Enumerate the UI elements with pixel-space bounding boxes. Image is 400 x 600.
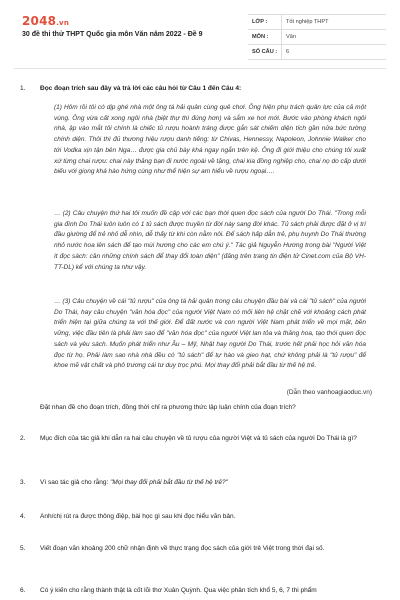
meta-value: 6	[286, 49, 290, 55]
document-header	[0, 0, 400, 66]
meta-key: MÔN :	[248, 30, 282, 44]
sub-question-text: Đặt nhan đề cho đoạn trích, đồng thời chỉ ra phương thức lập luận chính của đoạn trích?	[40, 404, 296, 411]
question-quote: "Mọi thay đổi phải bắt đầu từ thế hệ trẻ?"	[110, 479, 228, 486]
question-number: 6.	[20, 587, 26, 594]
meta-value: Văn	[286, 34, 296, 40]
meta-row-subject	[248, 30, 386, 45]
meta-key: SỐ CÂU :	[248, 45, 282, 59]
question-text: Mục đích của tác giả khi dẫn ra hai câu chuyện về tủ rượu của người Việt và tủ sách của người Do Thái là gì?	[40, 435, 357, 442]
meta-key: LỚP :	[248, 15, 282, 29]
meta-row-question-count	[248, 45, 386, 60]
question-number: 3.	[20, 479, 26, 486]
question-number: 4.	[20, 513, 26, 520]
passage-paragraph-1: (1) Hôm rồi tôi có dịp ghé nhà một ông tá hải quân cùng quê chơi. Ông hiện phụ trách quân lực của cả một vùng. Ông vừa cất xong ngôi nhà (biệt thự thì đúng hơn) và sắm xe hơi mới. Bước vào phòng khách ngôi nhà, ập vào mắt tôi chính là chiếc tủ rượu hoành tráng được gắn sát chiếm diện tích gần nửa bức tường chính diện. Thôi thì đủ thương hiệu rượu danh tiếng: từ Chivas, Hennessy, Napoleon, Johnnie Walker cho tới Vodka xịn tận bên Nga… được gia chủ bày khá ngay ngắn trên kệ. Ông đi giới thiệu cho chúng tôi xuất xứ từng chai rượu: chai này thăng bạn đi nước ngoài về tặng, chai kia đồng nghiệp cho, chai nọ do cấp dưới biếu với giọng khá hào hứng cùng như thể hiện sự am hiểu về rượu ngoại….	[54, 104, 366, 176]
exam-page	[14, 68, 386, 600]
question-number: 1.	[20, 85, 26, 92]
document-title: 30 đề thi thử THPT Quốc gia môn Văn năm 2022 - Đề 9	[22, 31, 203, 38]
passage-source: (Dẫn theo vanhoagiaoduc.vn)	[286, 389, 372, 396]
question-text: Có ý kiến cho rằng thành thật là cốt lõi thơ Xuân Quỳnh. Qua việc phân tích khổ 5, 6, 7 thi phẩm	[40, 587, 317, 594]
logo-suffix: .vn	[56, 19, 70, 27]
passage-paragraph-3: … (3) Câu chuyện về cái "tủ rượu" của ông tá hải quân trong câu chuyện đầu bài và cái "tủ sách" của người Do Thái, hay câu chuyện "văn hóa đọc" của người Việt Nam có mối liên hệ chặt chẽ với khoảng cách phát triển hiện tại giữa chúng ta với thế giới. Để đất nước và con người Việt Nam phát triển về mọi mặt, bền vững, việc đầu tiên là phải làm sao để "văn hóa đọc" của người Việt lan tỏa và thăng hoa, tạo thói quen đọc sách và yêu sách. Muốn phát triển như Âu – Mỹ, Nhật hay người Do Thái, trước hết phải học hỏi văn hóa đọc từ họ. Phải làm sao nhà nhà đều có "tủ sách" để tự hào và gieo hạt, chứ không phải là "tủ rượu" để khoe mẽ vật chất và phô trương cái tư duy trọc phú. Mọi thay đổi phải bắt đầu từ thế hệ trẻ.	[54, 298, 366, 370]
meta-value: Tốt nghiệp THPT	[286, 19, 329, 25]
exam-meta-table	[248, 14, 386, 60]
question-text: Anh/chị rút ra được thông điệp, bài học gì sau khi đọc hiểu văn bản.	[40, 513, 236, 520]
passage-paragraph-2: … (2) Câu chuyện thứ hai tôi muốn đề cập với các bạn thời quen đọc sách của người Do Thái. "Trong mỗi gia đình Do Thái luôn luôn có 1 tủ sách được truyền từ đời này sang đời khác. Tủ sách phải được đặt ở vị trí đầu giường để trẻ nhỏ dễ nhìn, dễ thấy từ khi còn nằm nôi. Để sách hấp dẫn trẻ, phụ huynh Do Thái thường nhỏ nước hoa lên sách để tạo mùi hương cho các em chú ý." Tác giả Nguyễn Hương trong bài "Người Việt ít đọc sách: cần những chính sách để thay đổi toàn diện" (đăng trên trang tin điện tử Cinet.com của Bộ VH-TT-DL) kể với chúng ta như vậy.	[54, 210, 366, 271]
question-title: Đọc đoạn trích sau đây và trả lời các câu hỏi từ Câu 1 đến Câu 4:	[40, 85, 242, 92]
meta-row-class	[248, 15, 386, 30]
question-text	[40, 477, 382, 489]
question-number: 2.	[20, 435, 26, 442]
question-text-lead: Vì sao tác giả cho rằng:	[40, 479, 111, 486]
logo-main: 2048	[22, 14, 57, 28]
site-logo[interactable]	[22, 14, 69, 28]
question-text: Viết đoạn văn khoảng 200 chữ nhận định về thực trạng đọc sách của giới trẻ Việt trong thời đại số.	[40, 545, 325, 552]
question-number: 5.	[20, 545, 26, 552]
